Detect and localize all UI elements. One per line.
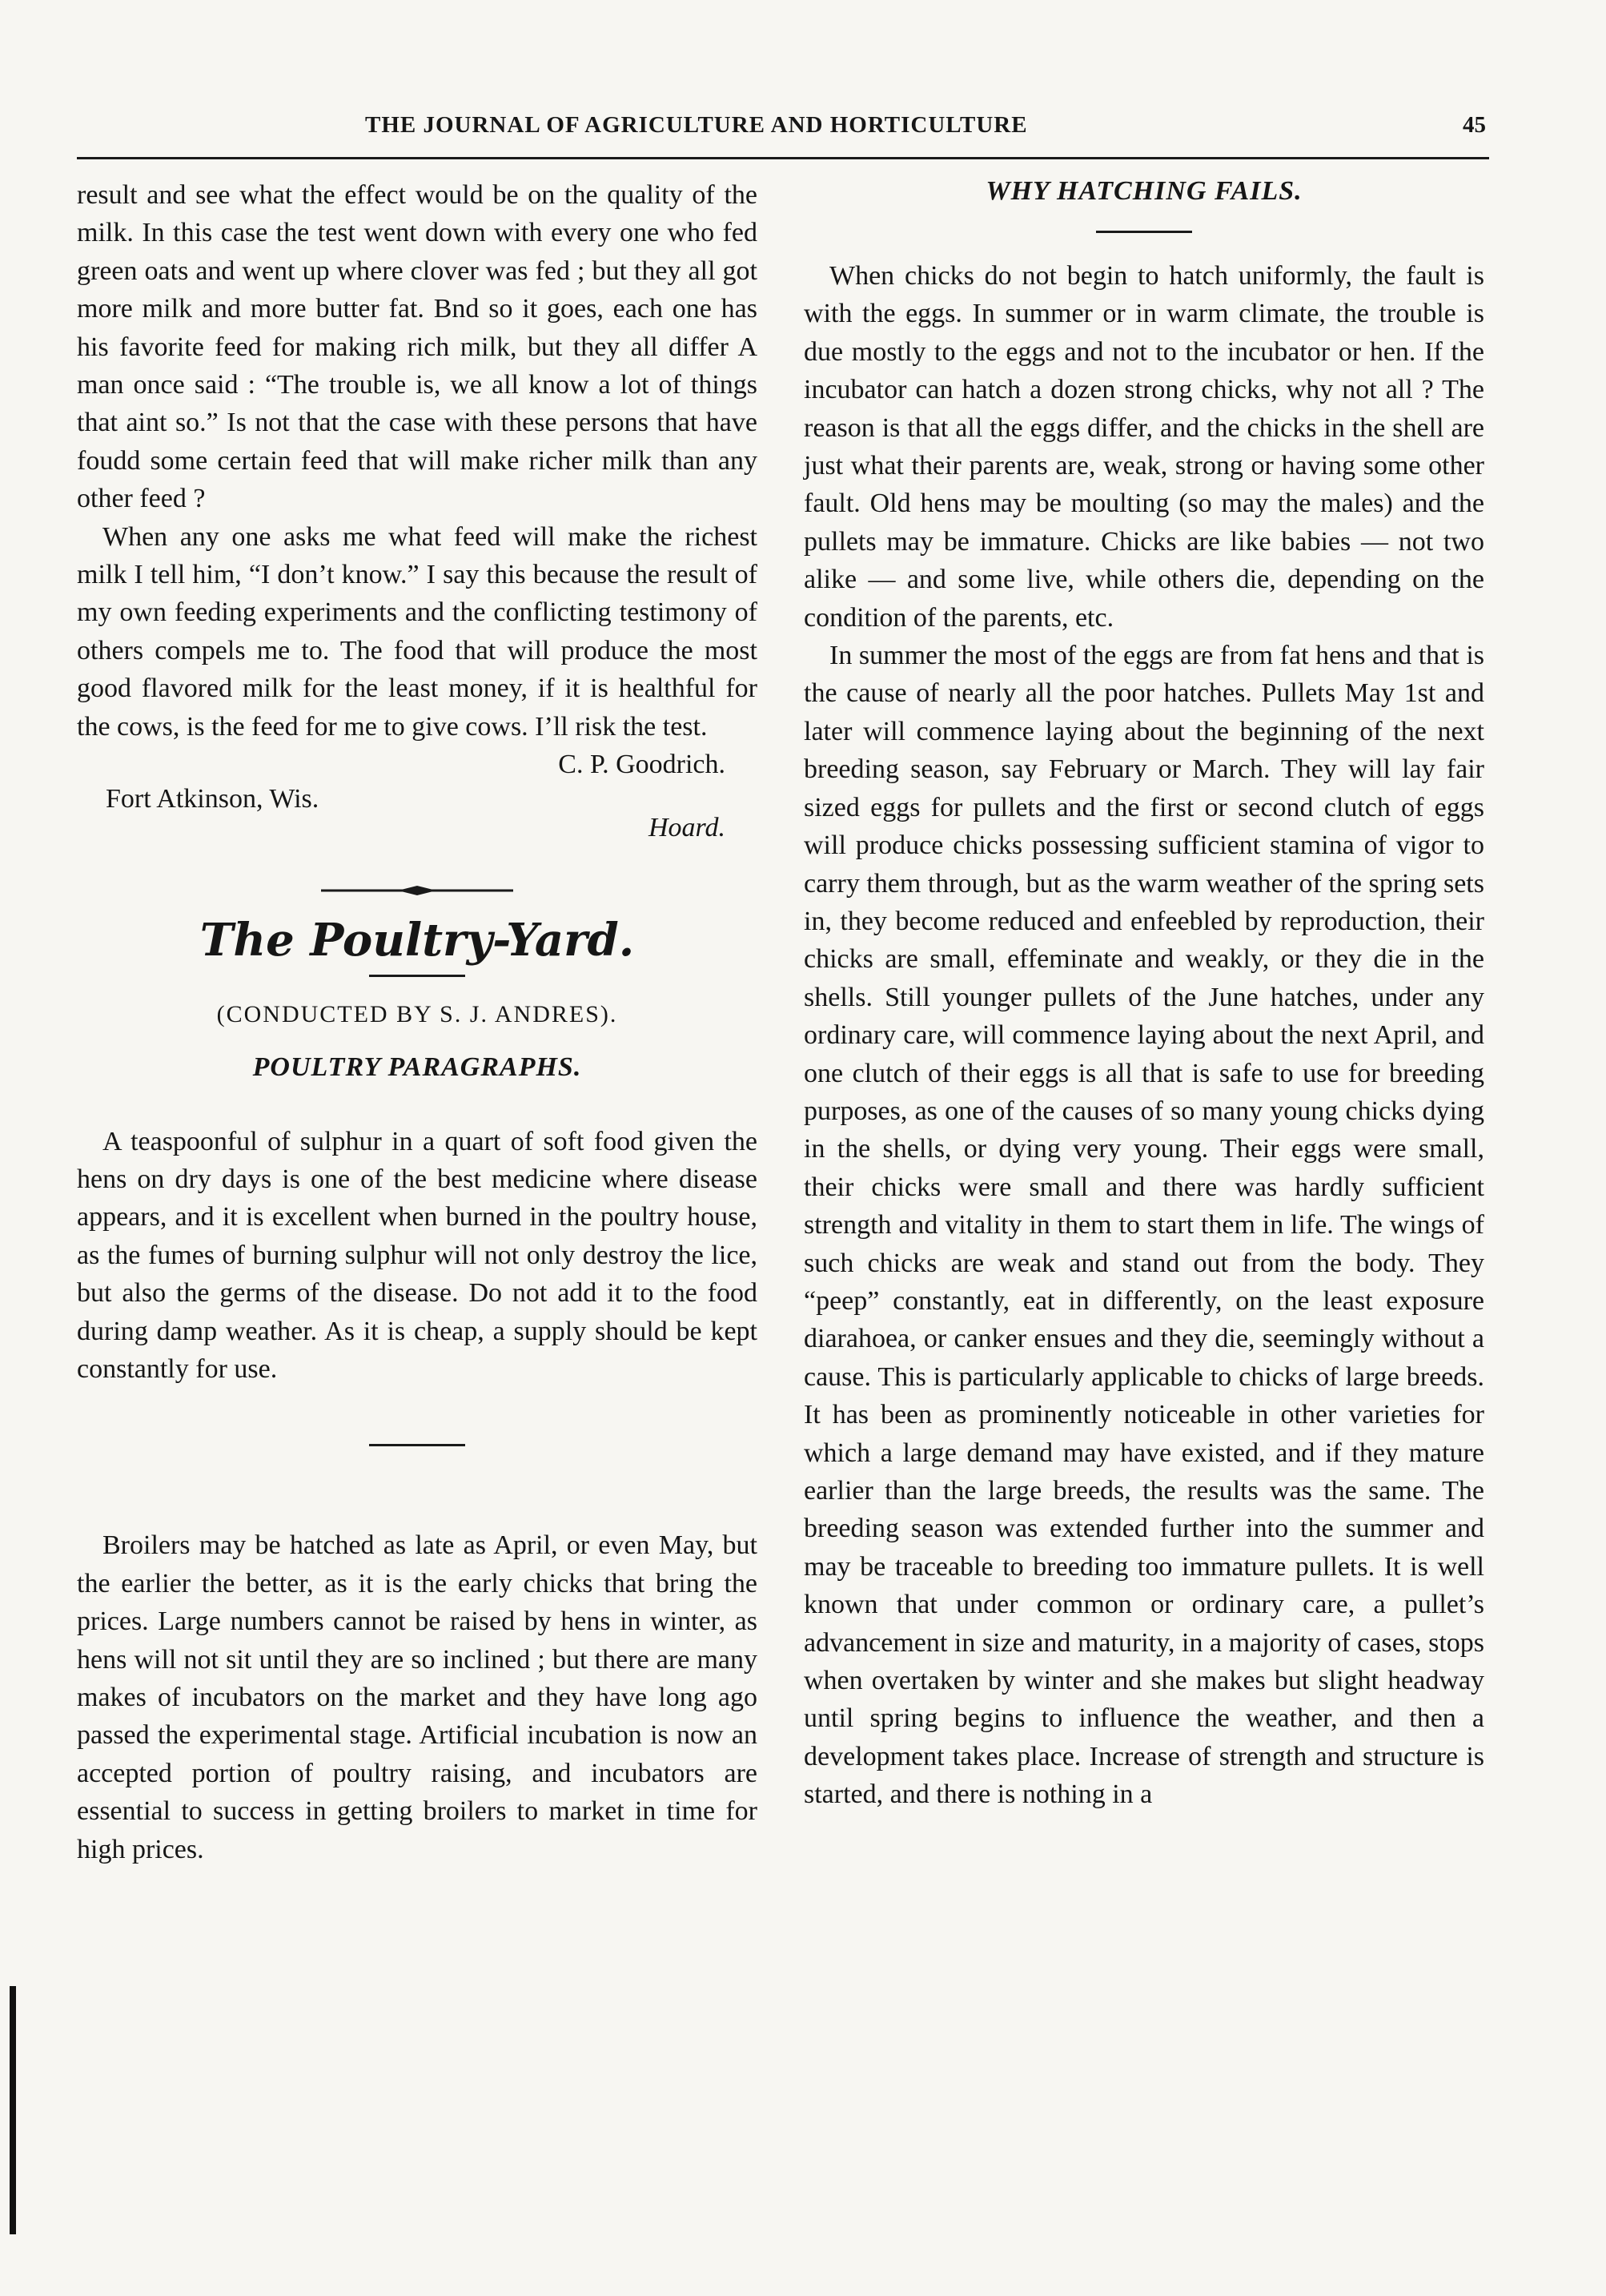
right-paragraph-1: When chicks do not begin to hatch uniformly, the fault is with the eggs. In summer or in warm climate, the trouble is due mostly to the eggs and not to the incubator or hen. If the incubator can hatch a dozen strong chicks, why not all ? The reason is that all the eggs differ, and the chicks in the shell are just what their parents are, weak, strong or having some other fault. Old hens may be moulting (so may the males) and the pullets may be immature. Chicks are like babies — not two alike — and some live, while others die, depending on the condition of the parents, etc. [804,261,1484,633]
source-credit: Hoard. [648,812,725,842]
running-title: THE JOURNAL OF AGRICULTURE AND HORTICULTURE [365,112,1028,138]
header-rule [77,157,1489,159]
ornamental-rule [321,885,513,896]
running-head [77,112,1486,147]
left-paragraph-3: A teaspoonful of sulphur in a quart of soft food given the hens on dry days is one of the best medicine where disease appears, and it is excellent when burned in the poultry house, as the fumes of burning sulphur will not only destroy the lice, but also the germs of the disease. Do not add it to the food during damp weather. As it is cheap, a supply should be kept constantly for use. [77,1126,757,1384]
author-signature: C. P. Goodrich. [558,750,725,780]
left-paragraph-4: Broilers may be hatched as late as April, or even May, but the earlier the better, as it is the early chicks that bring the prices. Large numbers cannot be raised by hens in winter, as hens will not sit until they are so inclined ; but there are many makes of incubators on the market and they have long ago passed the experimental stage. Artificial incubation is now an accepted portion of poultry raising, and incubators are essential to success in getting broilers to market in time for high prices. [77,1530,757,1864]
conducted-by: (CONDUCTED BY S. J. ANDRES). [216,1000,618,1027]
right-column [804,176,1484,1814]
left-paragraph-2: When any one asks me what feed will make the richest milk I tell him, “I don’t know.” I say this because the result of my own feeding experiments and the conflicting testimony of others compels me to. The food that will produce the most good flavored milk for the least money, if it is healthful for the cows, is the feed for me to give cows. I’ll risk the test. [77,521,757,742]
subheading: POULTRY PARAGRAPHS. [252,1051,582,1082]
left-paragraph-1: result and see what the effect would be on the quality of the milk. In this case the test went down with every one who fed green oats and went up where clover was fed ; but they all got more milk and more butter fat. Bnd so it goes, each one has his favorite feed for making rich milk, but they all differ A man once said : “The trouble is, we all know a lot of things that aint so.” Is not that the case with these persons that have foudd some certain feed that will make richer milk than any other feed ? [77,180,757,514]
page-number: 45 [1463,112,1486,138]
dateline [77,783,757,842]
place-name: Fort Atkinson, Wis. [106,783,319,814]
right-paragraph-2: In summer the most of the eggs are from fat hens and that is the cause of nearly all the poor hatches. Pullets May 1st and later will commence laying about the beginning of the next breeding season, say February or March. They will lay fair sized eggs for pullets and the first or second clutch of eggs will produce chicks possessing sufficient stamina of vigor to carry them through, but as the warm weather of the spring sets in, they become reduced and enfeebled by reproduction, their chicks are small, effeminate and weakly, or they die in the shells. Still younger pullets of the June hatches, under any ordinary care, will commence laying about the next April, and one clutch of their eggs is all that is safe to use for breeding purposes, as one of the causes of so many young chicks dying in the shells, or dying very young. Their eggs were small, their chicks were small and there was hardly sufficient strength and vitality in them to start them in life. The wings of such chicks are weak and stand out from the body. They “peep” constantly, eat in differently, on the least exposure diarahoea, or canker ensues and they die, seemingly without a cause. This is particularly applicable to chicks of large breeds. It has been as prominently noticeable in other varieties for which a large demand may have existed, and if they mature earlier than the large breeds, the results was the same. The breeding season was extended further into the summer and may be traceable to breeding too immature pullets. It is well known that under common or ordinary care, a pullet’s advancement in size and maturity, in a majority of cases, stops when overtaken by winter and she makes but slight headway until spring begins to influence the weather, and then a development takes place. Increase of strength and structure is started, and there is nothing in a [804,641,1484,1810]
binding-edge-mark [10,1986,16,2234]
left-column [77,176,757,1868]
right-heading: WHY HATCHING FAILS. [986,176,1303,206]
section-title: The Poultry-Yard. [199,913,635,967]
section-rule [369,975,465,977]
